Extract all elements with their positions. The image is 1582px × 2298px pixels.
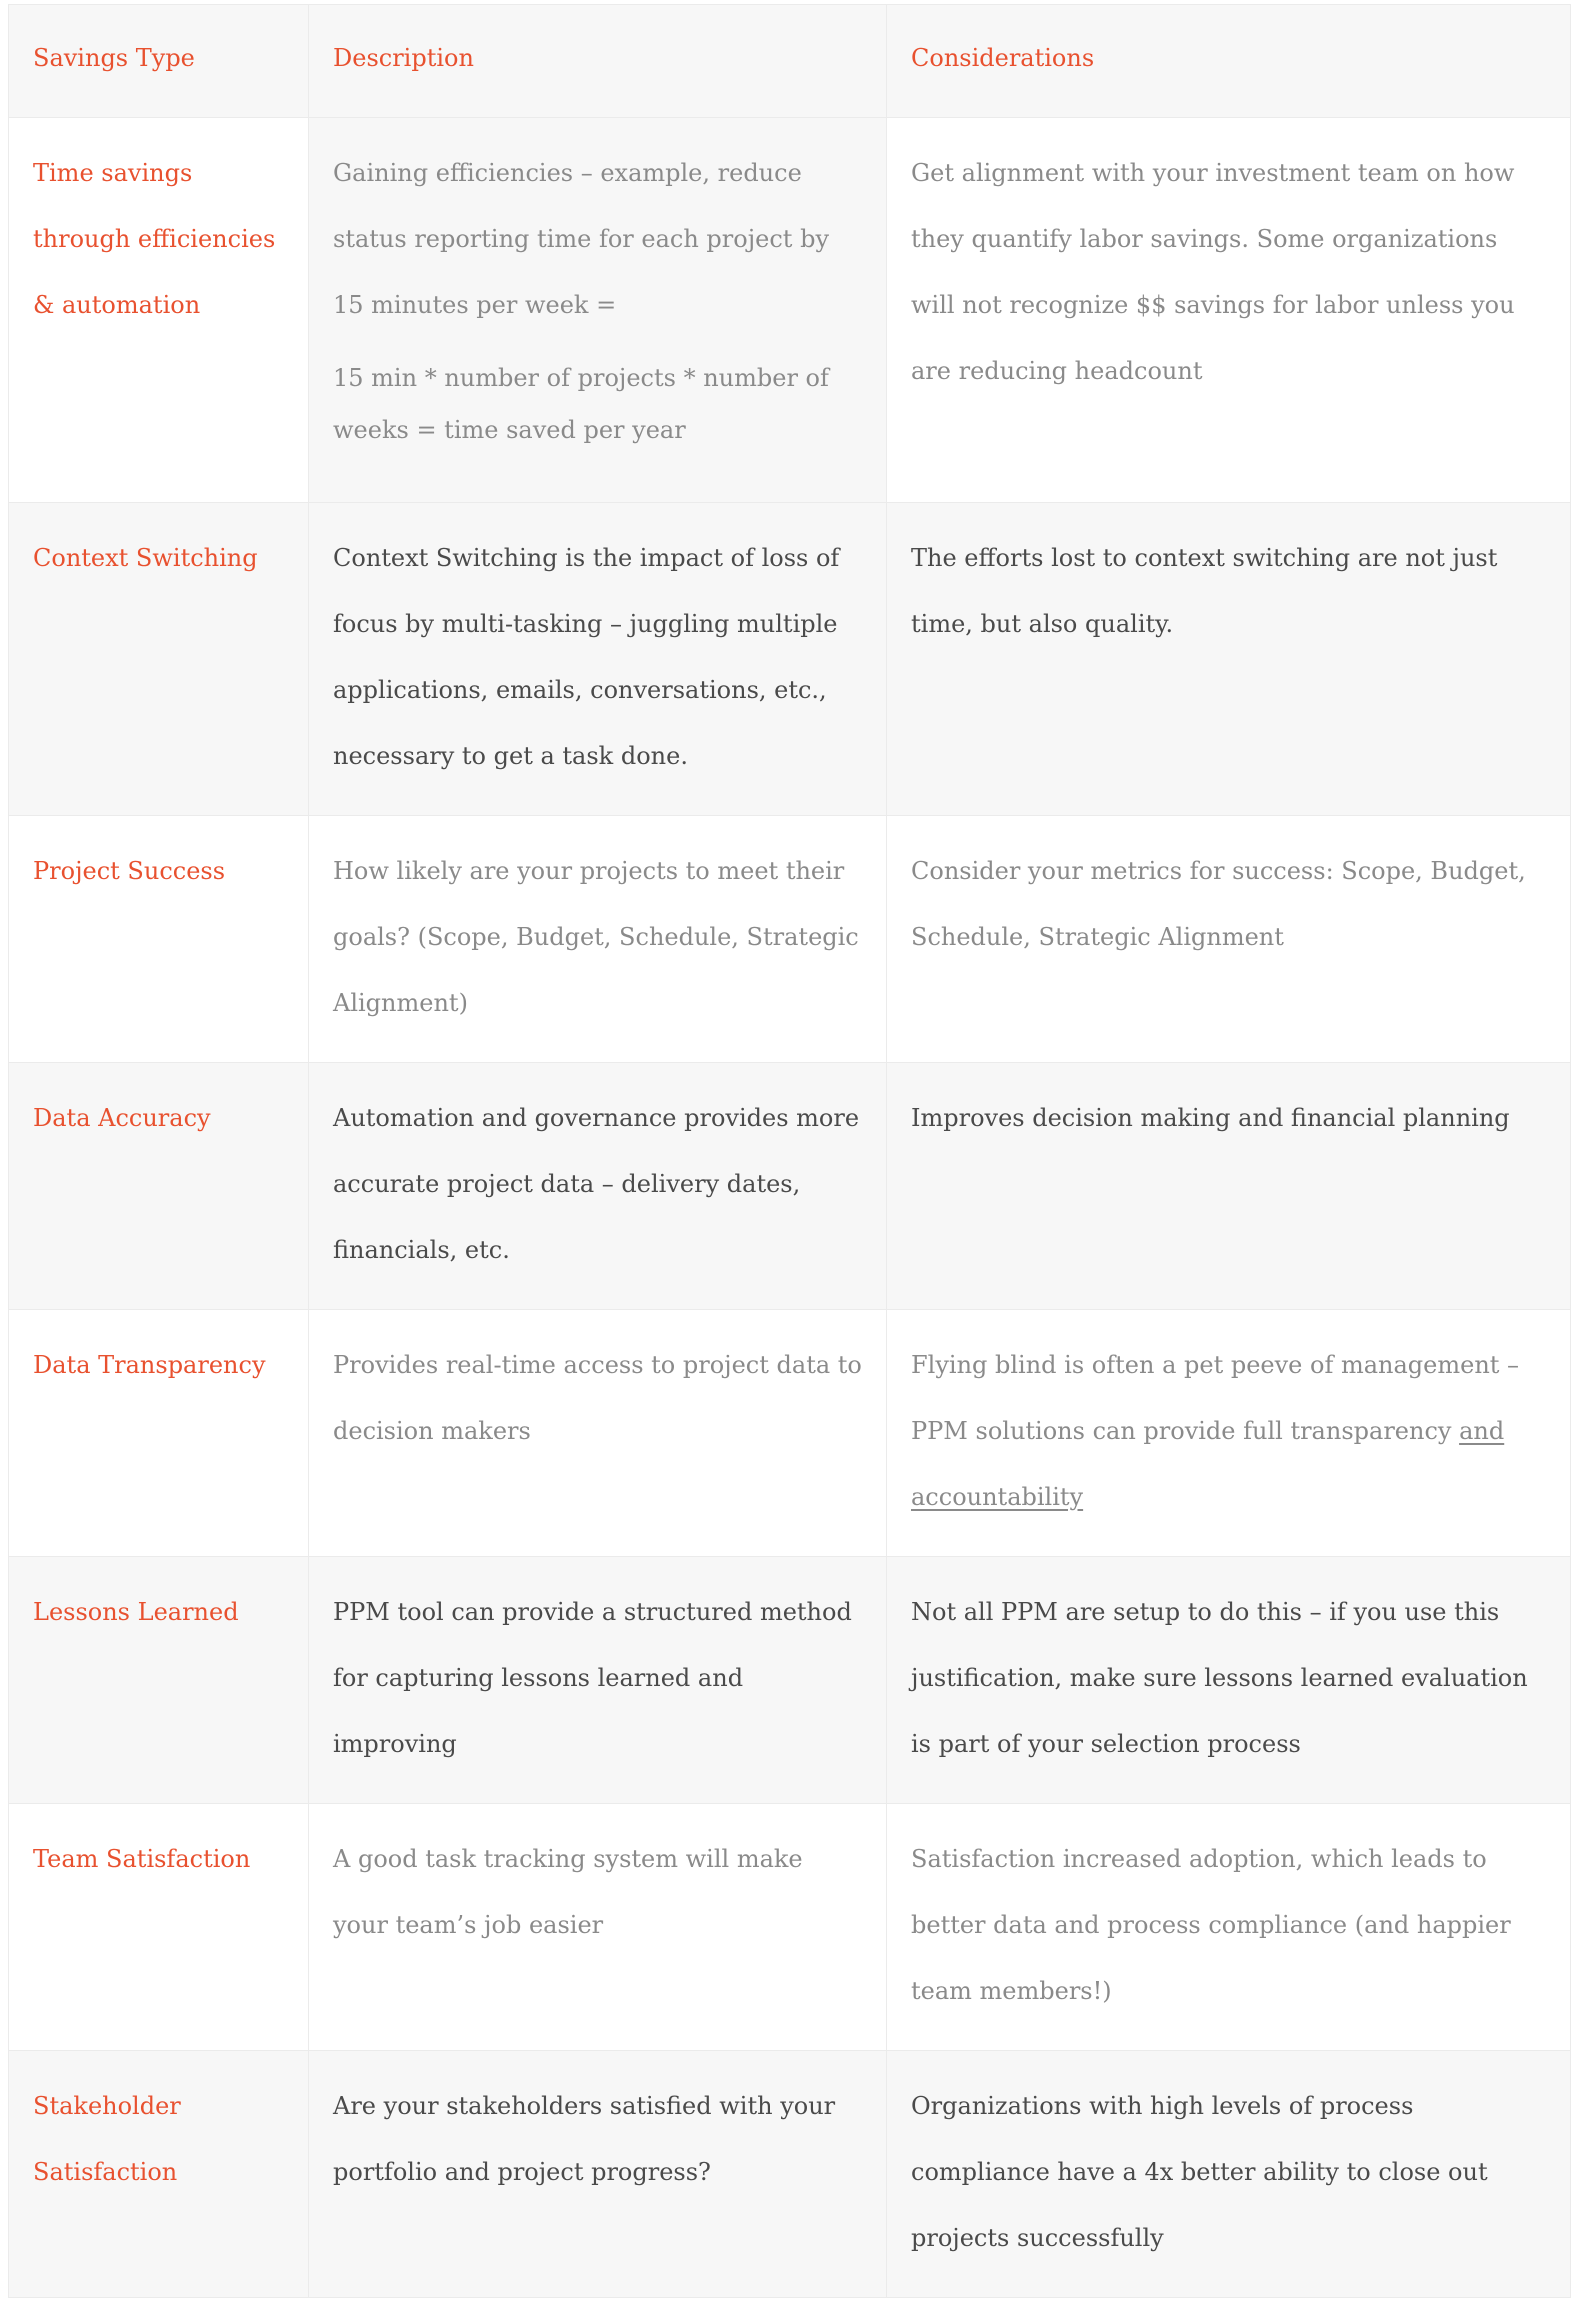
description-cell: How likely are your projects to meet their goals? (Scope, Budget, Schedule, Strategic Alignment) [309, 816, 887, 1063]
table-row [9, 816, 1571, 1063]
description-cell: PPM tool can provide a structured method for capturing lessons learned and improving [309, 1557, 887, 1804]
savings-type-cell: Project Success [9, 816, 309, 1063]
header-description: Description [309, 5, 887, 118]
considerations-cell: Consider your metrics for success: Scope, Budget, Schedule, Strategic Alignment [887, 816, 1571, 1063]
header-savings-type: Savings Type [9, 5, 309, 118]
description-text: Gaining efficiencies – example, reduce status reporting time for each project by 15 minutes per week = [333, 159, 829, 319]
considerations-text: Flying blind is often a pet peeve of management – PPM solutions can provide full transparency [911, 1351, 1520, 1445]
considerations-cell: Organizations with high levels of process compliance have a 4x better ability to close out projects successfully [887, 2051, 1571, 2298]
accountability-link[interactable]: and accountability [911, 1417, 1505, 1511]
savings-type-cell: Stakeholder Satisfaction [9, 2051, 309, 2298]
description-formula: 15 min * number of projects * number of weeks = time saved per year [333, 364, 829, 444]
table-header-row [9, 5, 1571, 118]
savings-type-cell: Context Switching [9, 503, 309, 816]
considerations-cell: Improves decision making and financial planning [887, 1063, 1571, 1310]
table-row [9, 118, 1571, 503]
table-row [9, 1310, 1571, 1557]
table-row [9, 1063, 1571, 1310]
savings-type-cell: Team Satisfaction [9, 1804, 309, 2051]
description-cell: Automation and governance provides more accurate project data – delivery dates, financials, etc. [309, 1063, 887, 1310]
considerations-cell: The efforts lost to context switching are not just time, but also quality. [887, 503, 1571, 816]
considerations-cell [887, 1310, 1571, 1557]
description-cell: A good task tracking system will make your team’s job easier [309, 1804, 887, 2051]
savings-type-cell: Data Transparency [9, 1310, 309, 1557]
considerations-cell: Not all PPM are setup to do this – if you use this justification, make sure lessons learned evaluation is part of your selection process [887, 1557, 1571, 1804]
table-row [9, 2051, 1571, 2298]
considerations-cell: Satisfaction increased adoption, which leads to better data and process compliance (and happier team members!) [887, 1804, 1571, 2051]
table-row [9, 1557, 1571, 1804]
description-cell [309, 118, 887, 503]
description-cell: Provides real-time access to project data to decision makers [309, 1310, 887, 1557]
description-cell: Are your stakeholders satisfied with your portfolio and project progress? [309, 2051, 887, 2298]
savings-type-cell: Time savings through efficiencies & automation [9, 118, 309, 503]
savings-type-cell: Lessons Learned [9, 1557, 309, 1804]
considerations-cell: Get alignment with your investment team on how they quantify labor savings. Some organizations will not recognize $$ savings for labor unless you are reducing headcount [887, 118, 1571, 503]
savings-type-cell: Data Accuracy [9, 1063, 309, 1310]
description-cell: Context Switching is the impact of loss of focus by multi-tasking – juggling multiple applications, emails, conversations, etc., necessary to get a task done. [309, 503, 887, 816]
table-row [9, 503, 1571, 816]
savings-table [8, 4, 1571, 2298]
header-considerations: Considerations [887, 5, 1571, 118]
table-row [9, 1804, 1571, 2051]
